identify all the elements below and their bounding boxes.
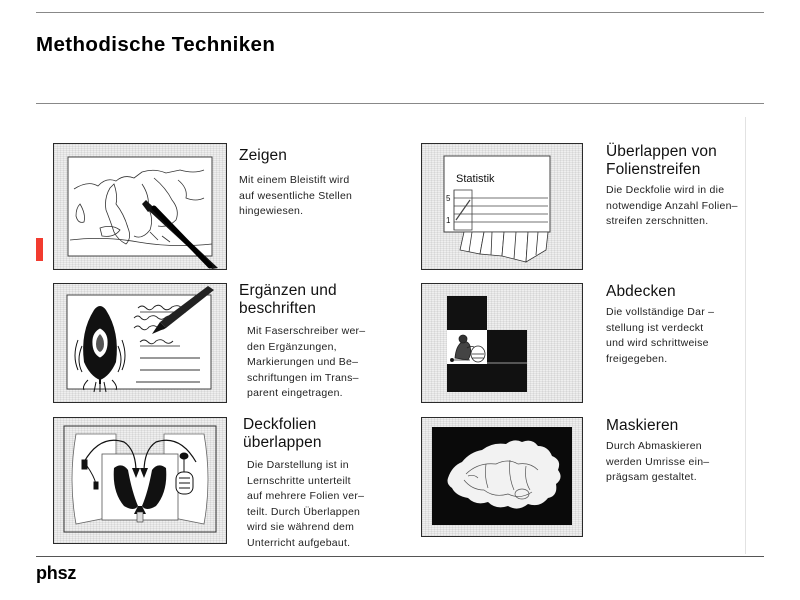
block-body-ergaenzen: Mit Faserschreiber wer– den Ergänzungen, Markierungen und Be– schriftungen im Trans– parent eingetragen. [247,325,366,400]
statistik-tick-1: 1 [446,216,451,225]
page-title: Methodische Techniken [36,32,276,56]
block-body-ueberlappen: Die Deckfolie wird in die notwendige Anzahl Folien– streifen zerschnitten. [606,184,738,228]
block-title-ergaenzen: Ergänzen und beschriften [239,282,337,317]
checkerboard-cover-figure [421,283,583,403]
scanned-page-area [34,117,746,554]
block-title-abdecken: Abdecken [606,283,676,300]
block-body-abdecken: Die vollständige Dar – stellung ist verdeckt und wird schrittweise freigegeben. [606,306,715,365]
zeigen-title-line: Zeigen [239,147,287,164]
map-with-pointer-figure [53,143,227,270]
block-body-maskieren: Durch Abmaskieren werden Umrisse ein– prägsam gestaltet. [606,440,710,484]
phsz-logo: phsz [36,563,77,583]
footer-divider [36,556,764,557]
block-title-zeigen [239,147,394,165]
block-title-ueberlappen: Überlappen von Folienstreifen [606,143,717,178]
statistik-tick-5: 5 [446,194,451,203]
statistik-chart-title: Statistik [456,173,495,185]
block-title-maskieren: Maskieren [606,417,679,434]
block-body-deckfolien: Die Darstellung ist in Lernschritte unterteilt auf mehrere Folien ver– teilt. Durch Überlappen wird sie während dem Unterricht aufgebaut. [247,459,365,549]
statistik-chart-with-strips-figure [421,143,583,270]
title-underline-divider [36,103,764,104]
block-body-zeigen: Mit einem Bleistift wird auf wesentliche Stellen hingewiesen. [239,174,353,218]
block-title-deckfolien: Deckfolien überlappen [243,416,322,451]
top-divider [36,12,764,13]
switzerland-mask-figure [421,417,583,537]
overlapping-transparencies-figure [53,417,227,544]
flower-diagram-with-pen-figure [53,283,227,403]
red-marker-chip [36,238,43,261]
